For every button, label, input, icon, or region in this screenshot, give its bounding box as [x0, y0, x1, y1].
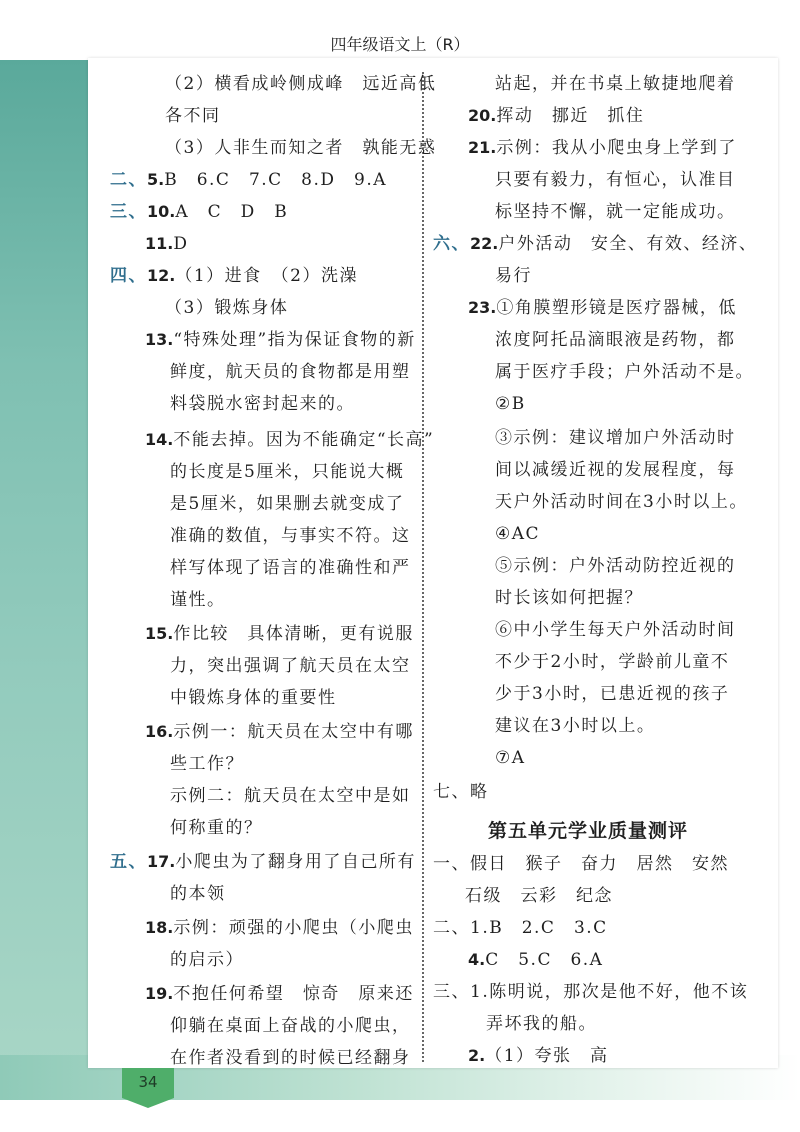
- answer-line: 天户外活动时间在3小时以上。: [495, 492, 748, 512]
- answer-line: 只要有毅力，有恒心，认准目: [495, 170, 736, 190]
- answer-line: 三、1.陈明说，那次是他不好，他不该: [433, 982, 749, 1002]
- answer-line: 样写体现了语言的准确性和严: [170, 558, 411, 578]
- answer-line: ④AC: [495, 524, 541, 544]
- answer-line: 二、1.B 2.C 3.C: [433, 918, 608, 938]
- answer-line: 15.作比较 具体清晰，更有说服: [145, 624, 414, 644]
- answer-line: 是5厘米，如果删去就变成了: [170, 494, 405, 514]
- answer-line: 谨性。: [170, 590, 226, 610]
- answer-line: 不少于2小时，学龄前儿童不: [495, 652, 730, 672]
- answer-line: 石级 云彩 纪念: [465, 886, 613, 906]
- answer-line: 七、略: [433, 782, 489, 802]
- answer-line: 属于医疗手段；户外活动不是。: [495, 362, 754, 382]
- answer-line: 23.①角膜塑形镜是医疗器械，低: [468, 298, 737, 318]
- answer-line: 些工作？: [170, 754, 244, 774]
- answer-line: 的长度是5厘米，只能说大概: [170, 462, 405, 482]
- section-marker: 五、: [110, 852, 147, 872]
- answer-line: 19.不抱任何希望 惊奇 原来还: [145, 984, 414, 1004]
- answer-line: 的启示）: [170, 950, 244, 970]
- answer-line: ⑥中小学生每天户外活动时间: [495, 620, 736, 640]
- answer-line: 站起，并在书桌上敏捷地爬着: [495, 74, 736, 94]
- answer-line: 21.示例：我从小爬虫身上学到了: [468, 138, 737, 158]
- answer-line: 2.（1）夸张 高: [468, 1046, 609, 1066]
- answer-line: 六、22.户外活动 安全、有效、经济、: [433, 234, 758, 254]
- section-marker: 二、: [110, 170, 147, 190]
- answer-line: 建议在3小时以上。: [495, 716, 656, 736]
- answer-line: 五、17.小爬虫为了翻身用了自己所有: [110, 852, 416, 872]
- answer-line: 少于3小时，已患近视的孩子: [495, 684, 730, 704]
- answer-line: 何称重的？: [170, 818, 263, 838]
- section-marker: 三、: [110, 202, 147, 222]
- column-divider: [422, 72, 424, 1062]
- answer-line: ③示例：建议增加户外活动时: [495, 428, 736, 448]
- answer-line: 11.D: [145, 234, 189, 254]
- answer-line: 18.示例：顽强的小爬虫（小爬虫: [145, 918, 414, 938]
- answer-line: 间以减缓近视的发展程度，每: [495, 460, 736, 480]
- answer-line: 料袋脱水密封起来的。: [170, 394, 355, 414]
- answer-line: 一、假日 猴子 奋力 居然 安然: [433, 854, 729, 874]
- answer-line: 易行: [495, 266, 532, 286]
- answer-line: 准确的数值，与事实不符。这: [170, 526, 411, 546]
- answer-line: 的本领: [170, 884, 226, 904]
- answer-line: 4.C 5.C 6.A: [468, 950, 604, 970]
- section-marker: 六、: [433, 234, 470, 254]
- answer-line: 20.挥动 挪近 抓住: [468, 106, 645, 126]
- page-number: 34: [138, 1073, 158, 1091]
- answer-line: 力，突出强调了航天员在太空: [170, 656, 411, 676]
- answer-line: ②B: [495, 394, 526, 414]
- section-marker: 四、: [110, 266, 147, 286]
- answer-line: 各不同: [165, 106, 221, 126]
- answer-line: 四、12.（1）进食 （2）洗澡: [110, 266, 358, 286]
- answer-line: 仰躺在桌面上奋战的小爬虫，: [170, 1016, 411, 1036]
- answer-line: 在作者没看到的时候已经翻身: [170, 1048, 411, 1068]
- answer-line: （2）横看成岭侧成峰 远近高低: [165, 74, 437, 94]
- answer-line: ⑦A: [495, 748, 526, 768]
- answer-line: （3）锻炼身体: [165, 298, 289, 318]
- answer-line: 弄坏我的船。: [486, 1014, 597, 1034]
- page-header: 四年级语文上（R）: [330, 35, 470, 54]
- answer-line: 13.“特殊处理”指为保证食物的新: [145, 330, 416, 350]
- answer-line: 三、10.A C D B: [110, 202, 289, 222]
- answer-line: 标坚持不懈，就一定能成功。: [495, 202, 736, 222]
- answer-line: ⑤示例：户外活动防控近视的: [495, 556, 736, 576]
- answer-line: 示例二：航天员在太空中是如: [170, 786, 411, 806]
- answer-line: 16.示例一：航天员在太空中有哪: [145, 722, 414, 742]
- answer-line: （3）人非生而知之者 孰能无惑: [165, 138, 437, 158]
- answer-line: 二、5.B 6.C 7.C 8.D 9.A: [110, 170, 388, 190]
- answer-line: 浓度阿托品滴眼液是药物，都: [495, 330, 736, 350]
- section-title: 第五单元学业质量测评: [488, 820, 689, 842]
- answer-line: 鲜度，航天员的食物都是用塑: [170, 362, 411, 382]
- answer-line: 时长该如何把握？: [495, 588, 643, 608]
- answer-line: 中锻炼身体的重要性: [170, 688, 337, 708]
- answer-line: 14.不能去掉。因为不能确定“长高”: [145, 430, 435, 450]
